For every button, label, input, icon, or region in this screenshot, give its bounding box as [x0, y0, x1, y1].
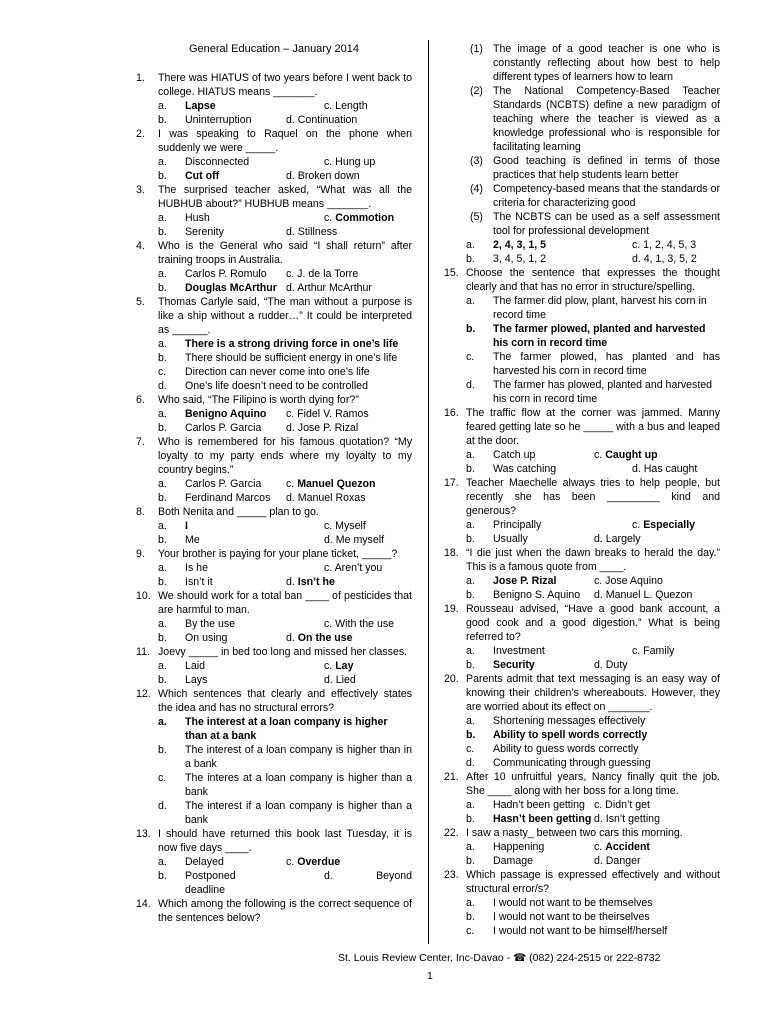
option-letter: a.: [466, 239, 475, 251]
page-title: General Education – January 2014: [188, 43, 359, 55]
option-b: Usually: [493, 533, 528, 545]
option-letter: c.: [466, 743, 475, 755]
option-letter: a.: [158, 520, 167, 532]
option-b: There should be sufficient energy in one’s life: [185, 352, 398, 364]
option-c: The interes at a loan company is higher than a bank: [185, 772, 412, 798]
option-c: Direction can never come into one’s life: [185, 366, 370, 378]
option-a: I would not want to be themselves: [493, 897, 653, 909]
option-letter: a.: [158, 562, 167, 574]
option-letter: a.: [158, 156, 167, 168]
option-a: Delayed: [185, 856, 224, 868]
question-text: Which among the following is the correct sequence of the sentences below?: [158, 898, 412, 924]
option-b: Serenity: [185, 226, 224, 238]
question-text: Teacher Maechelle always tries to help people, but recently she has been _________ kind and generous?: [466, 477, 720, 517]
option-c: c. Family: [632, 645, 675, 657]
option-d: Beyond: [376, 870, 412, 882]
question-text: Rousseau advised, “Have a good bank account, a good cook and a good digestion.” What is being referred to?: [466, 603, 720, 643]
question-number: 15.: [444, 267, 459, 279]
option-a: By the use: [185, 618, 236, 630]
option-c: Especially: [643, 519, 696, 531]
option-letter: b.: [158, 282, 167, 294]
question-16: [444, 406, 720, 476]
question-number: 19.: [444, 603, 459, 615]
option-b: Ferdinand Marcos: [185, 492, 271, 504]
option-d: Isn’t he: [297, 576, 335, 588]
option-b: Me: [185, 534, 200, 546]
question-number: 11.: [136, 646, 150, 658]
question-11: [136, 645, 412, 687]
option-d: d. Duty: [594, 659, 628, 671]
option-c: c. With the use: [324, 618, 395, 630]
question-number: 16.: [444, 407, 459, 419]
question-18: [444, 546, 720, 602]
option-letter: b.: [158, 674, 167, 686]
question-6: [136, 393, 412, 435]
option-letter: c.: [158, 366, 167, 378]
option-letter: b.: [466, 813, 475, 825]
option-letter: a.: [466, 715, 475, 727]
question-14-stem: [136, 897, 412, 925]
question-10: [136, 589, 412, 645]
option-letter: b.: [158, 744, 167, 756]
item-number: (3): [470, 155, 483, 167]
question-number: 3.: [136, 184, 145, 196]
option-c: c. Jose Aquino: [594, 575, 663, 587]
option-letter: c.: [466, 351, 475, 363]
footer-org: St. Louis Review Center, Inc-Davao -: [338, 952, 511, 964]
question-3: [136, 183, 412, 239]
option-b: I would not want to be theirselves: [493, 911, 650, 923]
option-c: The farmer plowed, has planted and has harvested his corn in record time: [493, 351, 720, 377]
option-b: The interest of a loan company is higher than in a bank: [185, 744, 412, 770]
option-letter: a.: [158, 338, 167, 350]
option-a: Disconnected: [185, 156, 250, 168]
item-text: Competency-based means that the standards or criteria for characterizing good: [493, 183, 720, 209]
left-column: [136, 42, 412, 925]
option-letter: c.: [286, 856, 295, 868]
option-letter: c.: [594, 449, 603, 461]
question-text: Both Nenita and _____ plan to go.: [158, 506, 319, 518]
option-b: Hasn’t been getting: [493, 813, 592, 825]
option-letter: c.: [158, 772, 167, 784]
question-number: 22.: [444, 827, 459, 839]
question-22: [444, 826, 720, 868]
option-d-continued: deadline: [185, 884, 226, 896]
option-b: The farmer plowed, planted and harvested his corn in record time: [493, 323, 706, 349]
question-8: [136, 505, 412, 547]
question-text: I was speaking to Raquel on the phone when suddenly we were _____.: [158, 128, 412, 154]
option-d: d. Manuel Roxas: [286, 492, 366, 504]
option-d: d. Largely: [594, 533, 641, 545]
option-d: d. Isn’t getting: [594, 813, 660, 825]
option-a: Hadn’t been getting: [493, 799, 585, 811]
option-letter: b.: [466, 589, 475, 601]
question-number: 10.: [136, 590, 151, 602]
option-a: Principally: [493, 519, 542, 531]
option-a: Is he: [185, 562, 208, 574]
option-c: Manuel Quezon: [297, 478, 376, 490]
option-b: Douglas McArthur: [185, 282, 277, 294]
option-letter: b.: [158, 534, 167, 546]
option-letter: a.: [466, 841, 475, 853]
question-5: [136, 295, 412, 393]
option-letter: b.: [466, 729, 476, 741]
option-letter: b.: [158, 632, 167, 644]
option-letter: b.: [158, 422, 167, 434]
question-number: 9.: [136, 548, 145, 560]
option-b: Carlos P. Garcia: [185, 422, 262, 434]
option-letter: a.: [466, 645, 475, 657]
item-text: Good teaching is defined in terms of those practices that help students learn better: [493, 155, 720, 181]
option-c: Ability to guess words correctly: [493, 743, 639, 755]
option-b: Benigno S. Aquino: [493, 589, 581, 601]
option-letter: a.: [466, 897, 475, 909]
option-letter: d.: [158, 380, 167, 392]
question-number: 4.: [136, 240, 145, 252]
option-letter: c.: [286, 478, 295, 490]
option-a: Hush: [185, 212, 210, 224]
question-12: [136, 687, 412, 827]
option-letter: a.: [466, 519, 475, 531]
option-d: d. Continuation: [286, 114, 358, 126]
option-letter: c.: [324, 212, 333, 224]
option-b: Ability to spell words correctly: [493, 729, 648, 741]
option-a: Catch up: [493, 449, 536, 461]
option-letter: b.: [158, 114, 167, 126]
question-9: [136, 547, 412, 589]
option-c: c. 1, 2, 4, 5, 3: [632, 239, 697, 251]
option-d: d. Broken down: [286, 170, 360, 182]
footer-phone: (082) 224-2515 or 222-8732: [529, 952, 661, 964]
option-letter: a.: [158, 212, 167, 224]
option-d: d. Danger: [594, 855, 641, 867]
option-d: The farmer has plowed, planted and harvested his corn in record time: [493, 379, 713, 405]
question-7: [136, 435, 412, 505]
option-b: On using: [185, 632, 228, 644]
option-letter: b.: [466, 533, 475, 545]
option-d: d. Arthur McArthur: [286, 282, 372, 294]
option-letter: b.: [158, 352, 167, 364]
option-letter: a.: [466, 799, 475, 811]
option-letter: a.: [158, 478, 167, 490]
question-text: The traffic flow at the corner was jammed. Manny feared getting late so he _____ with a bus and leaped at the door.: [466, 407, 720, 447]
option-letter: c.: [594, 841, 603, 853]
question-1: [136, 71, 412, 127]
question-20: [444, 672, 720, 770]
option-d: d. Jose P. Rizal: [286, 422, 359, 434]
option-letter: b.: [466, 323, 476, 335]
question-number: 20.: [444, 673, 459, 685]
option-b: 3, 4, 5, 1, 2: [493, 253, 547, 265]
option-a: 2, 4, 3, 1, 5: [493, 239, 547, 251]
question-text: Which sentences that clearly and effectively states the idea and has no structural errors?: [158, 688, 412, 714]
option-b: Isn’t it: [185, 576, 213, 588]
option-letter: a.: [466, 575, 475, 587]
option-d: One’s life doesn’t need to be controlled: [185, 380, 368, 392]
option-letter: b.: [466, 463, 475, 475]
option-b: Security: [493, 659, 535, 671]
option-c: Caught up: [605, 449, 658, 461]
option-d: d. 4, 1, 3, 5, 2: [632, 253, 697, 265]
option-b: Was catching: [493, 463, 557, 475]
option-c: c. Length: [324, 100, 368, 112]
question-number: 8.: [136, 506, 145, 518]
question-text: Who said, “The Filipino is worth dying for?”: [158, 394, 359, 406]
option-letter: a.: [158, 856, 167, 868]
question-number: 17.: [444, 477, 459, 489]
question-text: Who is remembered for his famous quotation? “My loyalty to my party ends where my loyalty to my country begins.”: [158, 436, 412, 476]
option-a: Laid: [185, 660, 206, 672]
option-letter: a.: [158, 618, 167, 630]
question-text: There was HIATUS of two years before I went back to college. HIATUS means _______.: [158, 72, 412, 98]
option-letter: a.: [158, 408, 167, 420]
option-d: d. Manuel L. Quezon: [594, 589, 693, 601]
option-letter: c.: [466, 925, 475, 937]
item-text: The NCBTS can be used as a self assessment tool for professional development: [493, 211, 720, 237]
option-letter: a.: [158, 716, 167, 728]
question-number: 2.: [136, 128, 145, 140]
question-text: Thomas Carlyle said, “The man without a purpose is like a ship without a rudder…” It could be interpreted as ______.: [158, 296, 412, 336]
option-letter: b.: [466, 855, 475, 867]
question-text: The surprised teacher asked, “What was all the HUBHUB about?” HUBHUB means _______.: [158, 184, 412, 210]
option-a: Carlos P. Romulo: [185, 268, 267, 280]
option-letter: b.: [466, 911, 475, 923]
option-c: c. Fidel V. Ramos: [286, 408, 369, 420]
option-letter: d.: [158, 800, 167, 812]
question-text: Choose the sentence that expresses the thought clearly and that has no error in structure/spelling.: [466, 267, 720, 293]
option-a: I: [185, 520, 188, 532]
option-letter: b.: [158, 492, 167, 504]
question-text: I saw a nasty_ between two cars this morning.: [466, 827, 683, 839]
option-letter: a.: [158, 660, 167, 672]
item-number: (1): [470, 43, 483, 55]
option-letter: b.: [158, 226, 167, 238]
phone-icon: ☎: [513, 952, 527, 964]
option-letter: d.: [466, 757, 475, 769]
option-d: d. Stillness: [286, 226, 338, 238]
option-letter: a.: [158, 268, 167, 280]
option-a: Lapse: [185, 100, 216, 112]
option-d: The interest if a loan company is higher than a bank: [185, 800, 412, 826]
option-letter: d.: [286, 632, 295, 644]
option-d: d. Lied: [324, 674, 356, 686]
option-letter: b.: [158, 576, 167, 588]
option-letter: b.: [466, 253, 475, 265]
option-b: Uninterruption: [185, 114, 252, 126]
option-a: There is a strong driving force in one’s life: [185, 338, 399, 350]
question-text: I should have returned this book last Tuesday, it is now five days ____.: [158, 828, 412, 854]
column-divider: [428, 40, 429, 944]
option-b: Lays: [185, 674, 208, 686]
option-c: c. Didn’t get: [594, 799, 650, 811]
question-text: Joevy _____ in bed too long and missed her classes.: [158, 646, 408, 658]
option-a: Investment: [493, 645, 545, 657]
option-letter: d.: [466, 379, 475, 391]
question-4: [136, 239, 412, 295]
question-19: [444, 602, 720, 672]
option-a: Jose P. Rizal: [493, 575, 557, 587]
option-c: Accident: [605, 841, 650, 853]
question-14-items: [444, 42, 720, 266]
footer: [338, 952, 660, 964]
question-text: After 10 unfruitful years, Nancy finally quit the job. She ____ along with her boss for a long time.: [466, 771, 720, 797]
question-number: 7.: [136, 436, 145, 448]
question-23: [444, 868, 720, 938]
question-number: 6.: [136, 394, 145, 406]
option-b: Cut off: [185, 170, 220, 182]
item-number: (4): [470, 183, 483, 195]
question-17: [444, 476, 720, 546]
question-13: [136, 827, 412, 897]
option-a: The interest at a loan company is higher than at a bank: [185, 716, 388, 742]
item-text: The National Competency-Based Teacher Standards (NCBTS) define a new paradigm of teaching where the teacher is viewed as a knowledge professional who is responsible for facilitating learning: [493, 85, 720, 153]
question-15: [444, 266, 720, 406]
option-d: d. Me myself: [324, 534, 385, 546]
option-a: Benigno Aquino: [185, 408, 267, 420]
question-2: [136, 127, 412, 183]
option-letter: b.: [158, 170, 167, 182]
option-d: d. Has caught: [632, 463, 698, 475]
option-c: c. Aren’t you: [324, 562, 383, 574]
page-number: 1: [427, 970, 433, 982]
option-c: c. J. de la Torre: [286, 268, 359, 280]
question-number: 5.: [136, 296, 145, 308]
option-c: c. Myself: [324, 520, 366, 532]
option-b: Damage: [493, 855, 534, 867]
option-a: Happening: [493, 841, 545, 853]
option-c: I would not want to be himself/herself: [493, 925, 668, 937]
question-number: 1.: [136, 72, 145, 84]
option-c: c. Hung up: [324, 156, 376, 168]
option-letter: b.: [158, 870, 167, 882]
item-number: (2): [470, 85, 483, 97]
option-d: On the use: [297, 632, 353, 644]
option-c: Lay: [335, 660, 354, 672]
option-c: Overdue: [297, 856, 341, 868]
option-d: Communicating through guessing: [493, 757, 651, 769]
question-text: We should work for a total ban ____ of pesticides that are harmful to man.: [158, 590, 412, 616]
question-number: 23.: [444, 869, 459, 881]
option-c: Commotion: [335, 212, 395, 224]
option-a: The farmer did plow, plant, harvest his corn in record time: [493, 295, 707, 321]
option-letter: c.: [324, 660, 333, 672]
question-number: 12.: [136, 688, 151, 700]
question-text: Which passage is expressed effectively and without structural error/s?: [466, 869, 720, 895]
question-text: Who is the General who said “I shall return” after training troops in Australia.: [158, 240, 412, 266]
option-letter: a.: [158, 100, 167, 112]
question-21: [444, 770, 720, 826]
question-number: 14.: [136, 898, 151, 910]
option-letter: d.: [324, 870, 333, 882]
question-text: Parents admit that text messaging is an easy way of knowing their children’s whereabouts. However, they are worried about its effect on _______.: [466, 673, 720, 713]
option-letter: c.: [632, 519, 641, 531]
question-number: 21.: [444, 771, 459, 783]
option-letter: a.: [466, 295, 475, 307]
option-letter: b.: [466, 659, 475, 671]
option-a: Shortening messages effectively: [493, 715, 646, 727]
right-column: [444, 42, 720, 938]
question-number: 13.: [136, 828, 151, 840]
option-letter: a.: [466, 449, 475, 461]
option-letter: d.: [286, 576, 295, 588]
option-b: Postponed: [185, 870, 236, 882]
item-number: (5): [470, 211, 483, 223]
item-text: The image of a good teacher is one who is constantly reflecting about how best to help different types of learners how to learn: [493, 43, 720, 83]
question-number: 18.: [444, 547, 459, 559]
question-text: Your brother is paying for your plane ticket, _____?: [158, 548, 398, 560]
option-a: Carlos P. Garcia: [185, 478, 262, 490]
question-text: “I die just when the dawn breaks to herald the day.” This is a famous quote from ____.: [466, 547, 720, 573]
